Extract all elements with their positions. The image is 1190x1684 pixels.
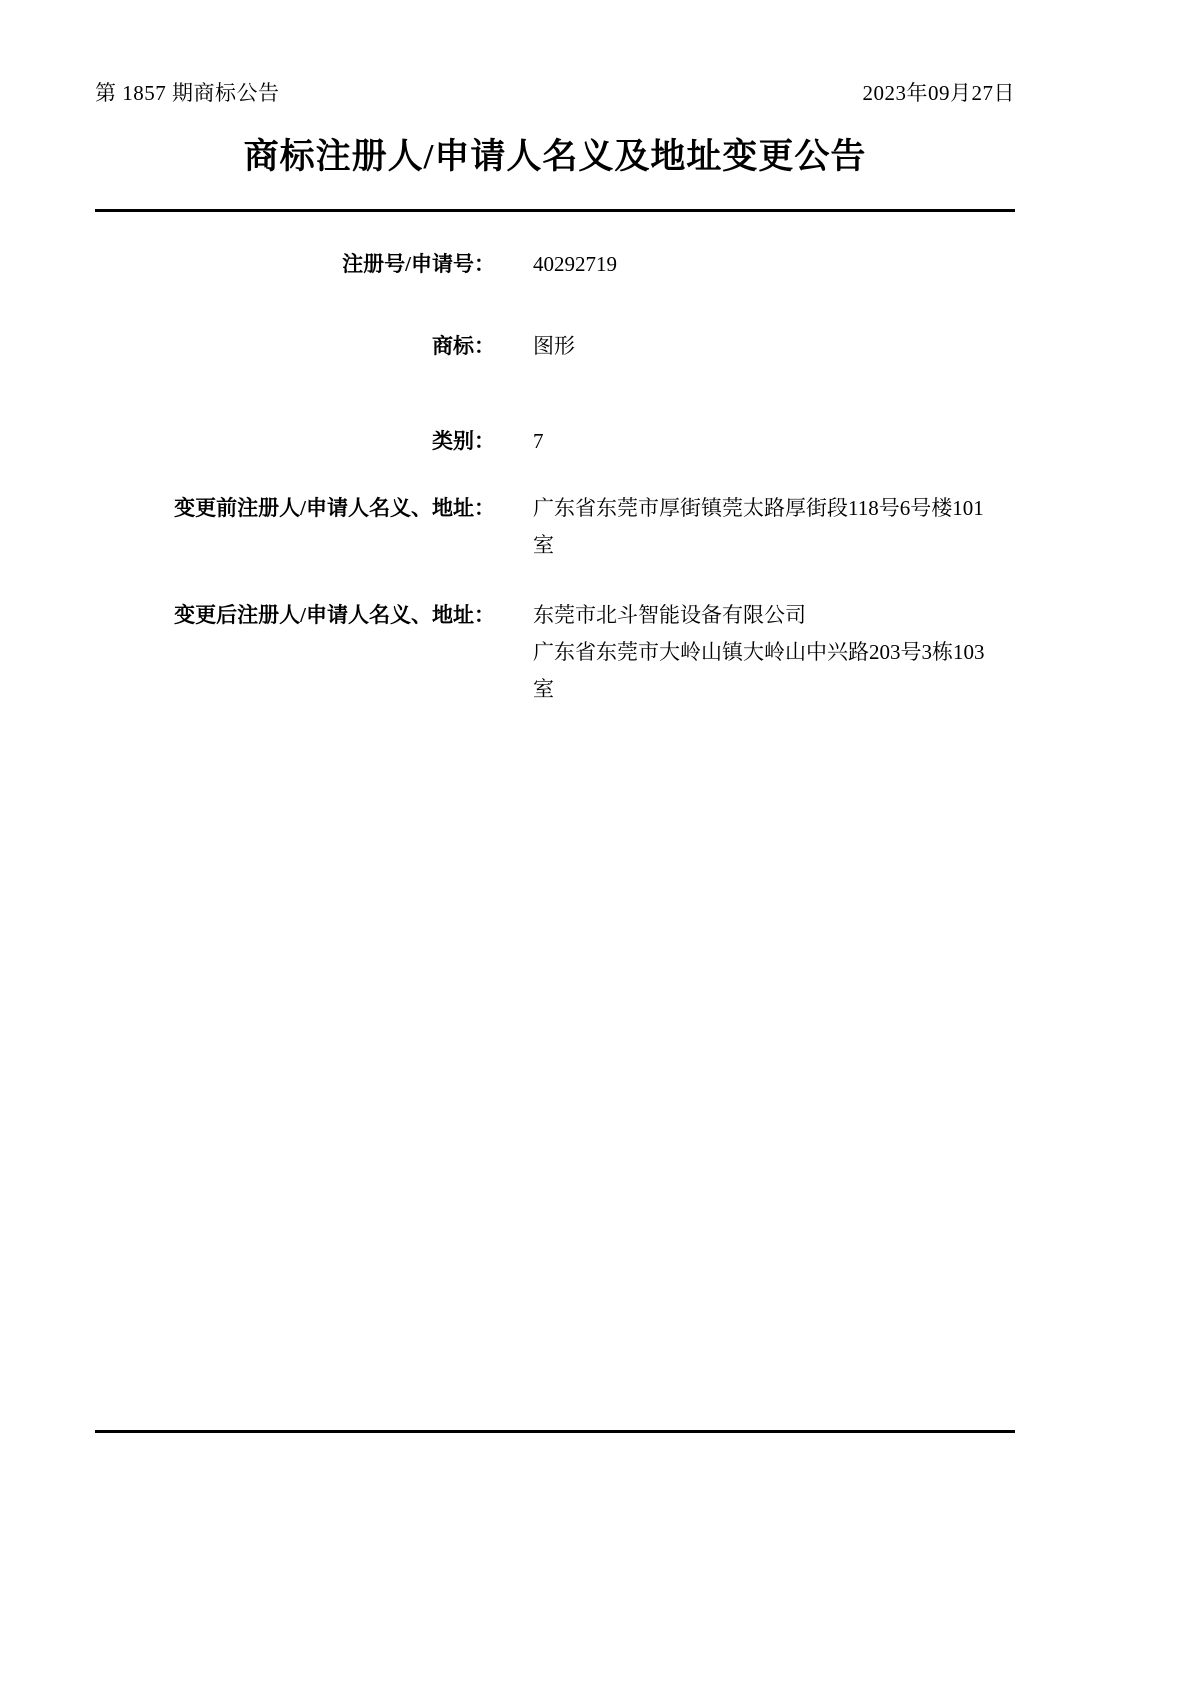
before-change-line-2: 室 [533, 532, 554, 557]
title-divider [95, 209, 1015, 212]
before-change-line-1: 广东省东莞市厚街镇莞太路厚街段118号6号楼101 [533, 495, 984, 520]
trademark-value: 图形 [533, 334, 575, 359]
field-row-after-change [95, 597, 1015, 707]
registration-number-label: 注册号/申请号： [342, 251, 495, 276]
footer-divider [95, 1430, 1015, 1433]
page-header [95, 0, 1015, 107]
trademark-label: 商标： [432, 334, 495, 359]
page-title: 商标注册人/申请人名义及地址变更公告 [243, 137, 867, 177]
class-label: 类别： [432, 429, 495, 454]
after-change-line-3: 室 [533, 676, 554, 701]
after-change-line-1: 东莞市北斗智能设备有限公司 [533, 603, 806, 628]
class-value: 7 [533, 429, 544, 454]
after-change-value [495, 597, 1015, 707]
bulletin-date: 2023年09月27日 [862, 81, 1015, 105]
after-change-line-2: 广东省东莞市大岭山镇大岭山中兴路203号3栋103 [533, 640, 985, 665]
field-row-trademark [95, 328, 1015, 365]
page-content [95, 0, 1015, 708]
after-change-label: 变更后注册人/申请人名义、地址： [174, 603, 495, 628]
registration-number-value: 40292719 [533, 251, 617, 276]
record-fields [95, 246, 1015, 708]
before-change-value [495, 490, 1015, 564]
field-row-before-change [95, 490, 1015, 564]
bulletin-issue-label: 第 1857 期商标公告 [95, 81, 280, 105]
before-change-label: 变更前注册人/申请人名义、地址： [174, 495, 495, 520]
field-row-class [95, 423, 1015, 460]
field-row-registration-number [95, 246, 1015, 283]
